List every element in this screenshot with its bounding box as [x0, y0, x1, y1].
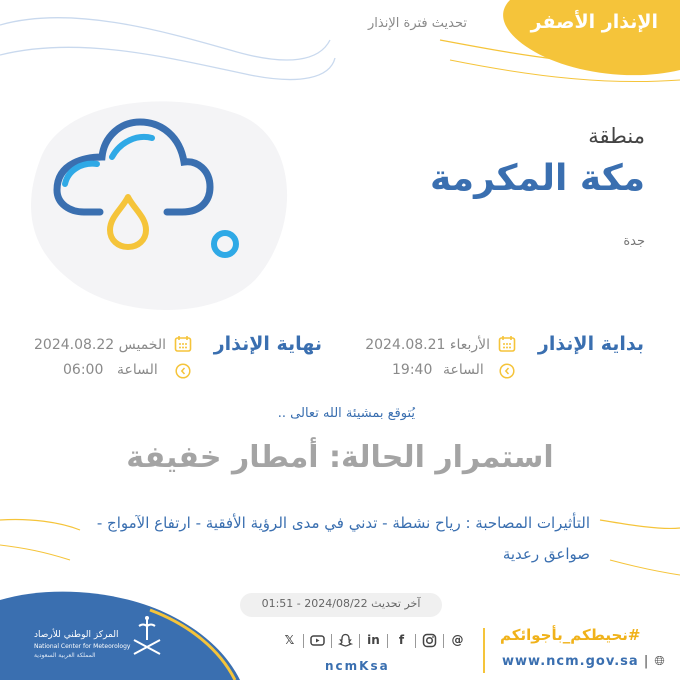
center-name-english: National Center for Meteorology	[34, 643, 131, 650]
end-time-label: الساعة	[117, 362, 158, 378]
end-day-date	[34, 337, 166, 353]
city-name: جدة	[623, 234, 645, 249]
end-day: الخميس	[118, 337, 166, 353]
hashtag[interactable]: #نحيطكم_بأجوائكم	[500, 626, 641, 644]
clock-icon	[175, 363, 191, 379]
divider	[303, 634, 304, 648]
clock-icon	[499, 363, 515, 379]
website-url: www.ncm.gov.sa	[502, 654, 639, 669]
start-day-date	[365, 337, 490, 353]
website-link[interactable]: www.ncm.gov.sa | 🌐︎	[502, 654, 666, 669]
start-time: 19:40	[392, 362, 433, 378]
calendar-icon	[498, 335, 516, 353]
end-title: نهاية الإنذار	[213, 333, 322, 355]
divider	[415, 634, 416, 648]
divider	[331, 634, 332, 648]
cloud-rain-icon	[52, 112, 252, 272]
threads-icon[interactable]: @	[451, 633, 464, 647]
start-time-label: الساعة	[443, 362, 484, 378]
expectation-text: يُتوقع بمشيئة الله تعالى ..	[277, 406, 415, 421]
snapchat-icon[interactable]	[338, 633, 353, 648]
end-date: 2024.08.22	[34, 337, 115, 353]
start-day: الأربعاء	[449, 337, 490, 353]
alert-level-badge: الإنذار الأصفر	[530, 11, 658, 33]
end-time: 06:00	[63, 362, 104, 378]
x-icon[interactable]: 𝕏	[284, 633, 295, 647]
start-date: 2024.08.21	[365, 337, 446, 353]
forecast-headline: استمرار الحالة: أمطار خفيفة	[126, 440, 554, 475]
start-title: بداية الإنذار	[537, 333, 644, 355]
divider	[387, 634, 388, 648]
update-period-label: تحديث فترة الإنذار	[368, 16, 467, 31]
last-update: آخر تحديث 2024/08/22 - 01:51	[261, 597, 421, 610]
country-name: المملكة العربية السعودية	[34, 652, 96, 659]
social-handle[interactable]: ncmKsa	[325, 659, 390, 673]
accompanying-effects: التأثيرات المصاحبة : رياح نشطة - تدني في مدى الرؤية الأفقية - ارتفاع الآمواج - صواعق رعدية	[96, 514, 590, 563]
divider	[359, 634, 360, 648]
facebook-icon[interactable]: f	[398, 633, 405, 647]
region-name: مكة المكرمة	[429, 158, 645, 199]
linkedin-icon[interactable]: in	[367, 633, 380, 647]
footer-divider	[483, 628, 485, 673]
globe-icon: 🌐︎	[654, 654, 666, 669]
region-label: منطقة	[588, 124, 645, 148]
instagram-icon[interactable]	[422, 633, 437, 648]
social-icons	[282, 633, 465, 648]
calendar-icon	[174, 335, 192, 353]
saudi-emblem-icon	[130, 614, 164, 658]
divider	[443, 634, 444, 648]
center-name-arabic: المركز الوطني للأرصاد	[34, 630, 119, 640]
youtube-icon[interactable]	[310, 633, 325, 648]
